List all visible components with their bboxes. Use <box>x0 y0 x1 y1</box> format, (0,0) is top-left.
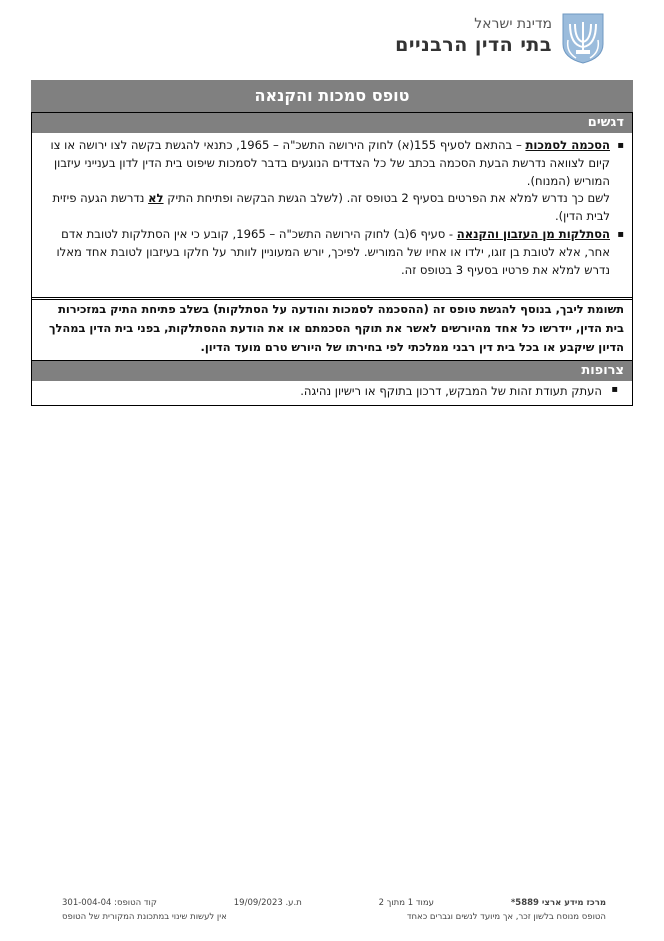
state-emblem-icon <box>560 12 606 64</box>
emphases-section <box>31 112 633 300</box>
page-footer <box>62 898 606 926</box>
form-title: טופס סמכות והקנאה <box>31 80 633 112</box>
form-code: קוד הטופס: 301-004-04 <box>62 898 157 908</box>
no-changes-note: אין לעשות שינוי במתכונת המקורית של הטופס <box>62 912 227 922</box>
update-date: ת.ע. 19/09/2023 <box>233 898 302 908</box>
emphases-heading: דגשים <box>32 113 632 133</box>
no-emphasis: לא <box>148 191 164 206</box>
consent-note: לשם כך נדרש למלא את הפרטים בסעיף 2 בטופס זה. (לשלב הגשת הבקשה ופתיחת התיק לא נדרשת הגעה פיזית לבית הדין). <box>52 191 610 224</box>
attachment-item: ▪ העתק תעודת זהות של המבקש, דרכון בתוקף או רישיון נהיגה. <box>32 381 632 398</box>
consent-text: – בהתאם לסעיף 155(א) לחוק הירושה התשכ"ה – 1965, כתנאי להגשת בקשה לצו ירושה או צו קיום לצוואה נדרשת הבעת הסכמה בכתב של כל הצדדים הנוגעים בדבר לסמכות שיפוט בית הדין לדון בענייני עיזבון המוריש (המנוח). <box>50 138 610 188</box>
list-item <box>42 137 610 226</box>
attention-text: תשומת ליבך, בנוסף להגשת טופס זה (ההסכמה לסמכות והודעה על הסתלקות) בשלב פתיחת התיק במזכירות בית הדין, יידרשו כל אחד מהיורשים לאשר את תוקף הסכמתם או את הודעת ההסתלקות, בפני בית הדין במהלך הדיון שיקבע או בכל בית דין רבני ממלכתי לפי בחירתו של היורש טרם מועד הדיון. <box>48 302 624 354</box>
attachments-heading: צרופות <box>32 361 632 381</box>
attention-box <box>31 297 633 361</box>
attachments-section <box>31 360 633 406</box>
state-name: מדינת ישראל <box>474 16 552 32</box>
page-number: עמוד 1 מתוך 2 <box>378 898 434 908</box>
waiver-term: הסתלקות מן העזבון והקנאה <box>456 226 610 241</box>
org-name: בתי הדין הרבניים <box>395 34 552 56</box>
list-item <box>42 226 610 279</box>
page-header <box>395 12 606 64</box>
info-center: מרכז מידע ארצי 5889* <box>510 898 606 908</box>
gender-note: הטופס מנוסח בלשון זכר, אך מיועד לנשים וגברים כאחד <box>406 912 606 922</box>
waiver-text: - סעיף 6(ב) לחוק הירושה התשכ"ה – 1965, קובע כי אין הסתלקות לטובת אדם אחר, אלא לטובת בן זוגו, ילדו או אחיו של המוריש. לפיכך, יורש המעוניין לוותר על חלקו בעיזבון לטובת אחד מאלו נדרש למלא את פרטיו בסעיף 3 בטופס זה. <box>56 226 610 277</box>
consent-term: הסכמה לסמכות <box>525 138 610 152</box>
emphases-list <box>32 137 632 279</box>
